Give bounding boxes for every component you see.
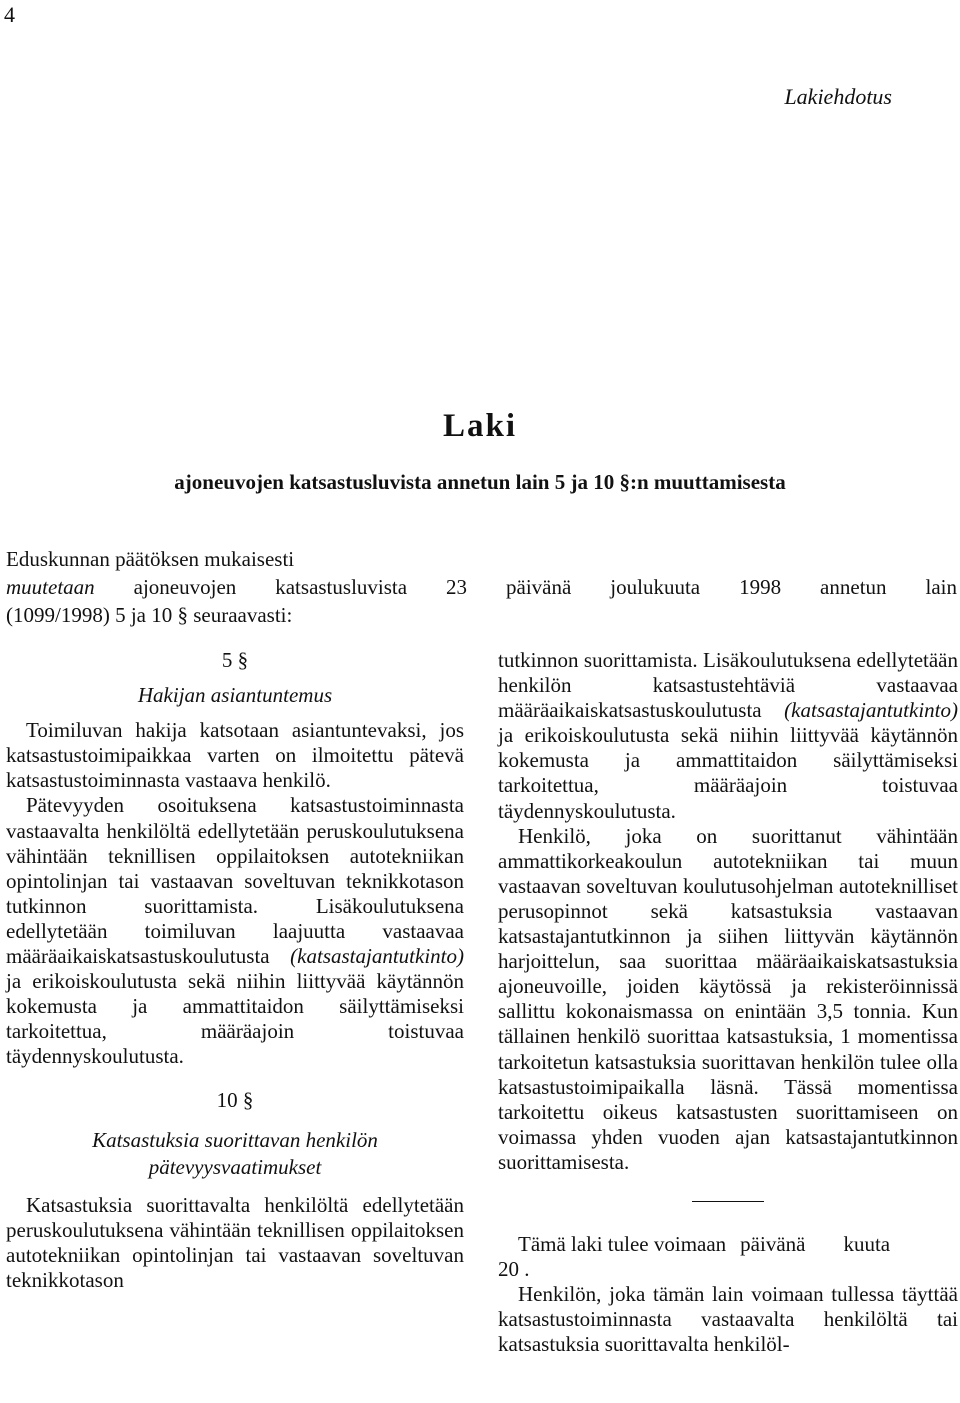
section-5-title: Hakijan asiantuntemus [137, 683, 333, 708]
preamble-emphasis: muutetaan [6, 575, 95, 599]
transitional-paragraph: Henkilön, joka tämän lain voimaan tullessa täyttää katsastustoiminnasta vastaavalta henkilöltä tai katsastuksia suorittavalta henkilöl- [498, 1282, 958, 1357]
entry-into-force-paragraph [498, 1232, 958, 1282]
right-column [498, 648, 958, 1357]
section-10-paragraph-2: Henkilö, joka on suorittanut vähintään ammattikorkeakoulun autotekniikan tai muun vastaavan soveltuvan koulutusohjelman autoteknilliset perusopinnot sekä katsastuksia vastaavan katsastajantutkinnon ja siihen liittyvän käytännön harjoittelun, saa suorittaa määräaikaiskatsastuksia ajoneuvoille, joiden käytössä ja rekisteröinnissä sallittu kokonaismassa on enintään 3,5 tonnia. Kun tällainen henkilö suorittaa katsastuksia, 1 momentissa tarkoitetun katsastuksia suorittavan henkilön tulee olla katsastustoimipaikalla läsnä. Tässä momentissa tarkoitettu oikeus katsastusten suorittamiseen on voimassa yhden vuoden ajan katsastajantutkinnon suorittamisesta. [498, 823, 958, 1174]
section-divider [692, 1201, 764, 1202]
section-5-paragraph-2-emphasis: (katsastajantutkinto) [290, 944, 464, 969]
section-10-paragraph-1-a: tutkinnon suorittamista. Lisäkoulutuksena edellytetään henkilön katsastustehtäviä vastaavaa määräaikaiskatsastuskoulutusta [498, 648, 958, 723]
preamble [6, 545, 957, 629]
section-10-title: Katsastuksia suorittavan henkilön pätevyysvaatimukset [92, 1127, 378, 1179]
section-10-paragraph-1-start: Katsastuksia suorittavalta henkilöltä edellytetään peruskoulutuksena vähintään teknillisen oppilaitoksen autotekniikan opintolinjan tai vastaavan soveltuvan teknikkotason [6, 1192, 464, 1292]
section-5-paragraph-2-b: ja erikoiskoulutusta sekä niihin liittyvää käytännön kokemusta ja ammattitaidon säilyttämiseksi tarkoitettua, määräajoin toistuvaa täydennyskoulutusta. [6, 969, 464, 1069]
preamble-line-1: Eduskunnan päätöksen mukaisesti [6, 547, 295, 571]
entry-into-force-c: kuuta [843, 1231, 891, 1256]
law-title: Laki [442, 408, 518, 444]
document-type: Lakiehdotus [784, 84, 892, 109]
page-number: 4 [4, 2, 15, 27]
preamble-line-3: (1099/1998) 5 ja 10 § seuraavasti: [6, 603, 293, 627]
left-column [6, 648, 464, 1293]
section-5-paragraph-2 [6, 793, 464, 1069]
preamble-line-2 [6, 573, 957, 601]
section-10-number: 10 § [216, 1087, 254, 1112]
section-5-paragraph-2-a: Pätevyyden osoituksena katsastustoiminnasta vastaavalta henkilöltä edellytetään peruskoulutuksena vähintään teknillisen oppilaitoksen autotekniikan opintolinjan tai vastaavan soveltuvan teknikkotason tutkinnon suorittamista. Lisäkoulutuksena edellytetään toimiluvan laajuutta vastaavaa määräaikaiskatsastuskoulutusta [6, 793, 464, 969]
entry-into-force-b: päivänä [740, 1231, 806, 1256]
section-5-number: 5 § [221, 648, 249, 672]
section-5-paragraph-1: Toimiluvan hakija katsotaan asiantuntevaksi, jos katsastustoimipaikkaa varten on ilmoitettu pätevä katsastustoiminnasta vastaava henkilö. [6, 718, 464, 793]
law-subtitle: ajoneuvojen katsastusluvista annetun lain 5 ja 10 §:n muuttamisesta [174, 470, 786, 494]
section-10-paragraph-1-continued [498, 648, 958, 824]
entry-into-force-d: 20 . [498, 1257, 530, 1282]
section-10-paragraph-1-emphasis: (katsastajantutkinto) [784, 698, 958, 723]
preamble-line-2-rest: ajoneuvojen katsastusluvista 23 päivänä joulukuuta 1998 annetun lain [94, 575, 957, 599]
section-10-paragraph-1-b: ja erikoiskoulutusta sekä niihin liittyvää käytännön kokemusta ja ammattitaidon säilyttämiseksi tarkoitettua, määräajoin toistuvaa täydennyskoulutusta. [498, 723, 958, 823]
entry-into-force-a: Tämä laki tulee voimaan [518, 1231, 727, 1256]
